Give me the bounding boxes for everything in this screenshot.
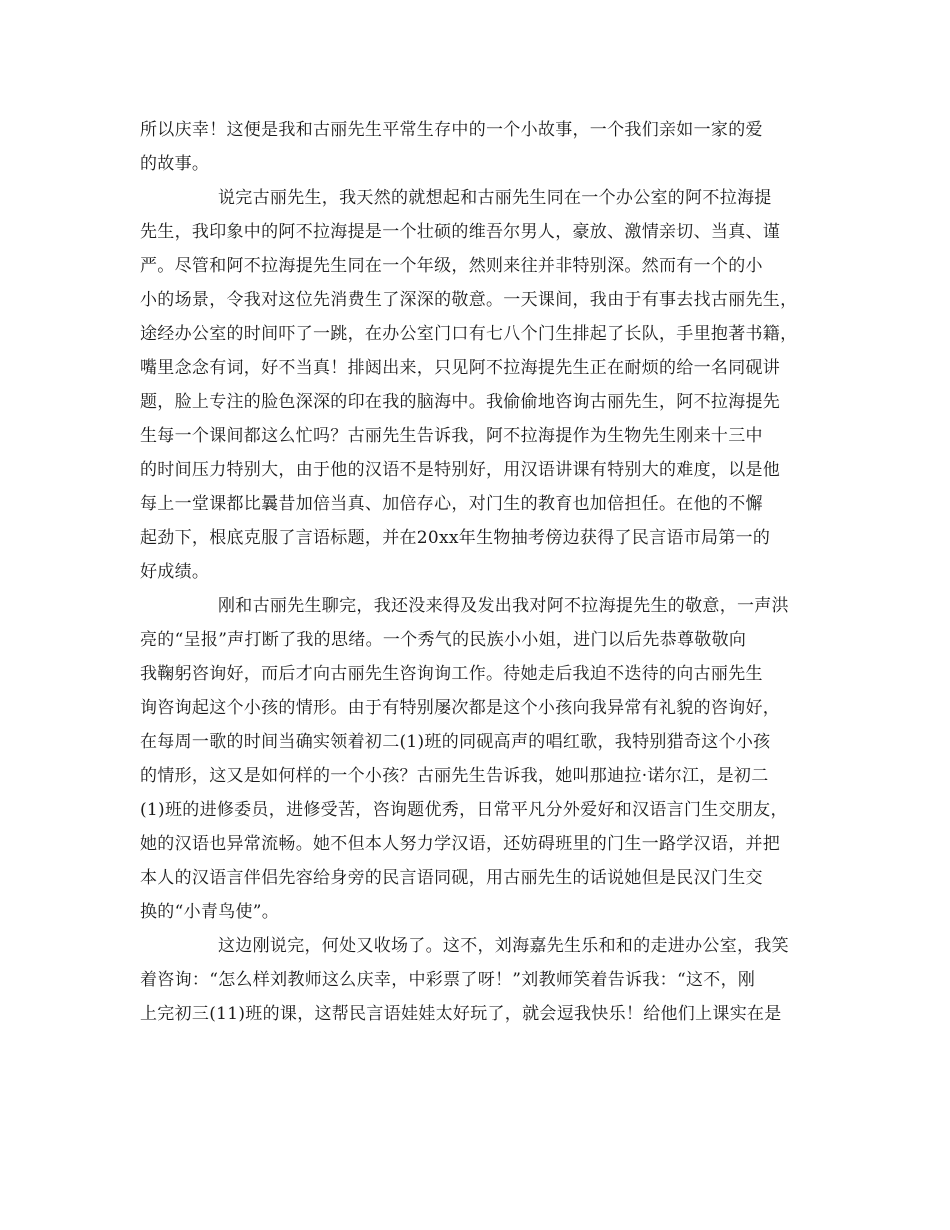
text-line: 好成绩。 [140, 562, 210, 582]
text-line: 的故事。 [140, 154, 210, 174]
text-line: 着咨询：“怎么样刘教师这么庆幸，中彩票了呀！”刘教师笑着告诉我：“这不，刚 [140, 970, 756, 990]
text-line: 本人的汉语言伴侣先容给身旁的民言语同砚，用古丽先生的话说她但是民汉门生交 [140, 868, 763, 888]
text-line: 上完初三(11)班的课，这帮民言语娃娃太好玩了，就会逗我快乐！给他们上课实在是 [140, 1004, 782, 1024]
text-line: 题，脸上专注的脸色深深的印在我的脑海中。我偷偷地咨询古丽先生，阿不拉海提先 [140, 392, 781, 412]
text-line: 在每周一歌的时间当确实领着初二(1)班的同砚高声的唱红歌，我特别猎奇这个小孩 [140, 732, 771, 752]
text-line: 我鞠躬咨询好，而后才向古丽先生咨询询工作。待她走后我迫不迭待的向古丽先生 [140, 664, 763, 684]
text-line: 嘴里念念有词，好不当真！排闼出来，只见阿不拉海提先生正在耐烦的给一名同砚讲 [140, 358, 781, 378]
text-line: 询咨询起这个小孩的情形。由于有特别屡次都是这个小孩向我异常有礼貌的咨询好， [140, 698, 781, 718]
text-line: 小的场景，令我对这位先消费生了深深的敬意。一天课间，我由于有事去找古丽先生， [140, 290, 798, 310]
text-line: 的时间压力特别大，由于他的汉语不是特别好，用汉语讲课有特别大的难度，以是他 [140, 460, 781, 480]
text-line: 生每一个课间都这么忙吗？古丽先生告诉我，阿不拉海提作为生物先生刚来十三中 [140, 426, 763, 446]
text-line: 先生，我印象中的阿不拉海提是一个壮硕的维吾尔男人，豪放、激情亲切、当真、谨 [140, 222, 781, 242]
text-line: 这边刚说完，何处又收场了。这不，刘海嘉先生乐和和的走进办公室，我笑 [218, 936, 789, 956]
body-text [140, 113, 820, 1031]
text-line: 说完古丽先生，我天然的就想起和古丽先生同在一个办公室的阿不拉海提 [218, 188, 772, 208]
text-line: 起劲下，根底克服了言语标题，并在20xx年生物抽考傍边获得了民言语市局第一的 [140, 528, 771, 548]
text-line: 所以庆幸！这便是我和古丽先生平常生存中的一个小故事，一个我们亲如一家的爱 [140, 120, 763, 140]
text-line: 严。尽管和阿不拉海提先生同在一个年级，然则来往并非特别深。然而有一个的小 [140, 256, 763, 276]
text-line: (1)班的进修委员，进修受苦，咨询题优秀，日常平凡分外爱好和汉语言门生交朋友， [140, 800, 788, 820]
text-line: 每上一堂课都比曩昔加倍当真、加倍存心，对门生的教育也加倍担任。在他的不懈 [140, 494, 763, 514]
text-line: 的情形，这又是如何样的一个小孩？古丽先生告诉我，她叫那迪拉·诺尔江，是初二 [140, 766, 769, 786]
text-line: 亮的“呈报”声打断了我的思绪。一个秀气的民族小小姐，进门以后先恭尊敬敬向 [140, 630, 747, 650]
text-line: 她的汉语也异常流畅。她不但本人努力学汉语，还妨碍班里的门生一路学汉语，并把 [140, 834, 781, 854]
text-line: 刚和古丽先生聊完，我还没来得及发出我对阿不拉海提先生的敬意，一声洪 [218, 596, 789, 616]
text-line: 换的“小青鸟使”。 [140, 902, 280, 922]
text-line: 途经办公室的时间吓了一跳，在办公室门口有七八个门生排起了长队，手里抱著书籍， [140, 324, 798, 344]
